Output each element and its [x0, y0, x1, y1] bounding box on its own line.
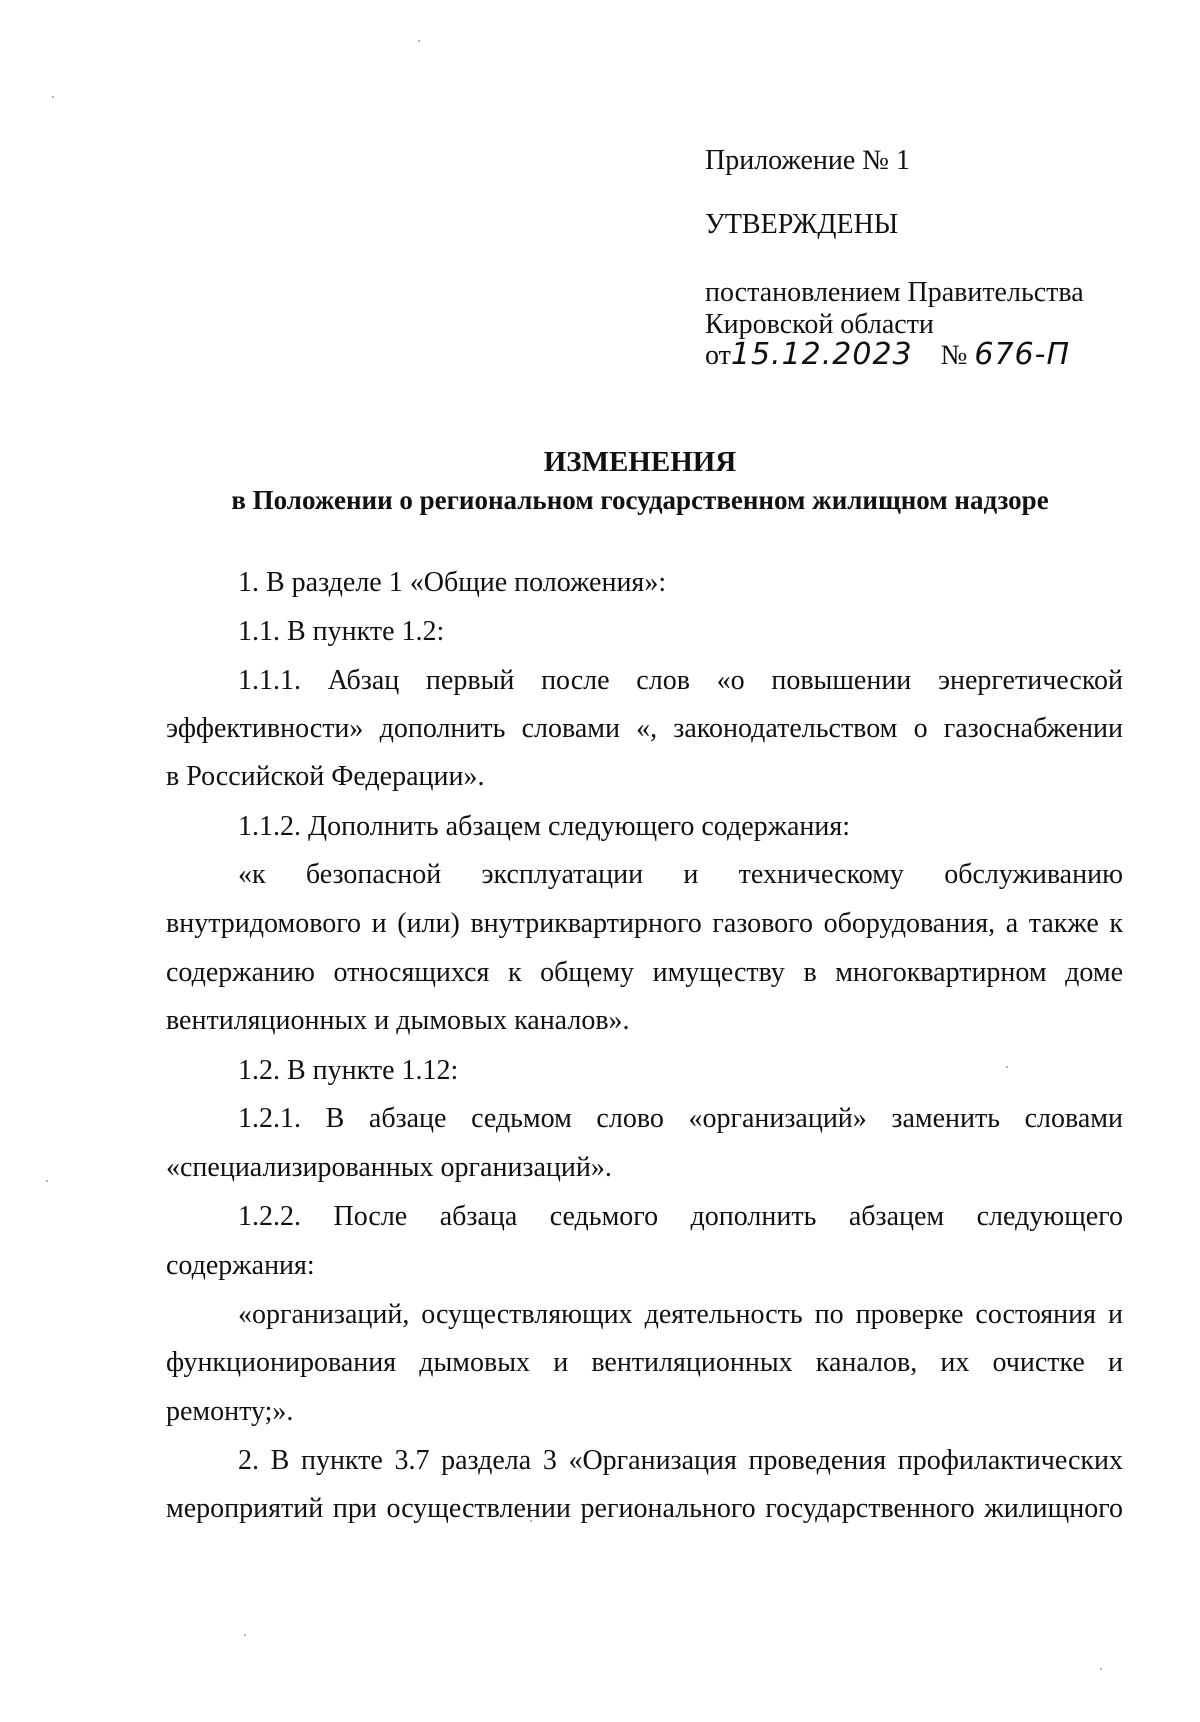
quote-2-line-2: функционирования дымовых и вентиляционных каналов, их очистке и: [166, 1347, 1123, 1378]
scan-speck: [418, 40, 420, 42]
appendix-label: Приложение № 1: [705, 145, 910, 176]
paragraph-1: 1. В разделе 1 «Общие положения»:: [238, 567, 667, 598]
handwritten-number: 676-П: [974, 337, 1071, 372]
scan-speck: [1100, 1668, 1102, 1670]
document-subtitle: в Положении о региональном государственном жилищном надзоре: [231, 485, 1049, 515]
scan-speck: [46, 1180, 48, 1182]
quote-1-line-4: вентиляционных и дымовых каналов».: [166, 1005, 630, 1036]
date-number-line: [705, 338, 1070, 373]
paragraph-1-2: 1.2. В пункте 1.12:: [238, 1055, 459, 1086]
paragraph-1-1-1-line-3: в Российской Федерации».: [166, 761, 485, 792]
paragraph-1-2-1-line-1: 1.2.1. В абзаце седьмом слово «организаций» заменить словами: [238, 1103, 1123, 1134]
handwritten-date: 15.12.2023: [730, 337, 913, 372]
scan-speck: [1006, 1066, 1008, 1068]
date-prefix: от: [705, 340, 731, 371]
approved-label: УТВЕРЖДЕНЫ: [705, 209, 899, 240]
quote-1-line-1: «к безопасной эксплуатации и техническому обслуживанию: [238, 859, 1123, 890]
paragraph-2-line-1: 2. В пункте 3.7 раздела 3 «Организация проведения профилактических: [238, 1445, 1123, 1476]
document-title: ИЗМЕНЕНИЯ: [543, 446, 737, 478]
paragraph-1-1: 1.1. В пункте 1.2:: [238, 616, 445, 647]
quote-2-line-1: «организаций, осуществляющих деятельность по проверке состояния и: [238, 1299, 1123, 1330]
number-prefix: №: [940, 340, 968, 371]
scan-speck: [244, 1634, 246, 1636]
paragraph-1-1-2: 1.1.2. Дополнить абзацем следующего содержания:: [238, 811, 851, 842]
paragraph-1-1-1-line-2: эффективности» дополнить словами «, законодательством о газоснабжении: [166, 713, 1123, 744]
paragraph-1-2-2-line-1: 1.2.2. После абзаца седьмого дополнить абзацем следующего: [238, 1201, 1123, 1232]
paragraph-1-2-2-line-2: содержания:: [166, 1250, 315, 1281]
resolution-line-1: постановлением Правительства: [705, 277, 1084, 308]
resolution-line-2: Кировской области: [705, 309, 934, 340]
quote-2-line-3: ремонту;».: [166, 1396, 294, 1427]
paragraph-1-1-1-line-1: 1.1.1. Абзац первый после слов «о повышении энергетической: [238, 665, 1123, 696]
quote-1-line-3: содержанию относящихся к общему имуществу в многоквартирном доме: [166, 957, 1123, 988]
scan-speck: [52, 96, 54, 98]
paragraph-2-line-2: мероприятий при осуществлении регионального государственного жилищного: [166, 1493, 1123, 1524]
paragraph-1-2-1-line-2: «специализированных организаций».: [166, 1152, 612, 1183]
quote-1-line-2: внутридомового и (или) внутриквартирного газового оборудования, а также к: [166, 908, 1123, 939]
